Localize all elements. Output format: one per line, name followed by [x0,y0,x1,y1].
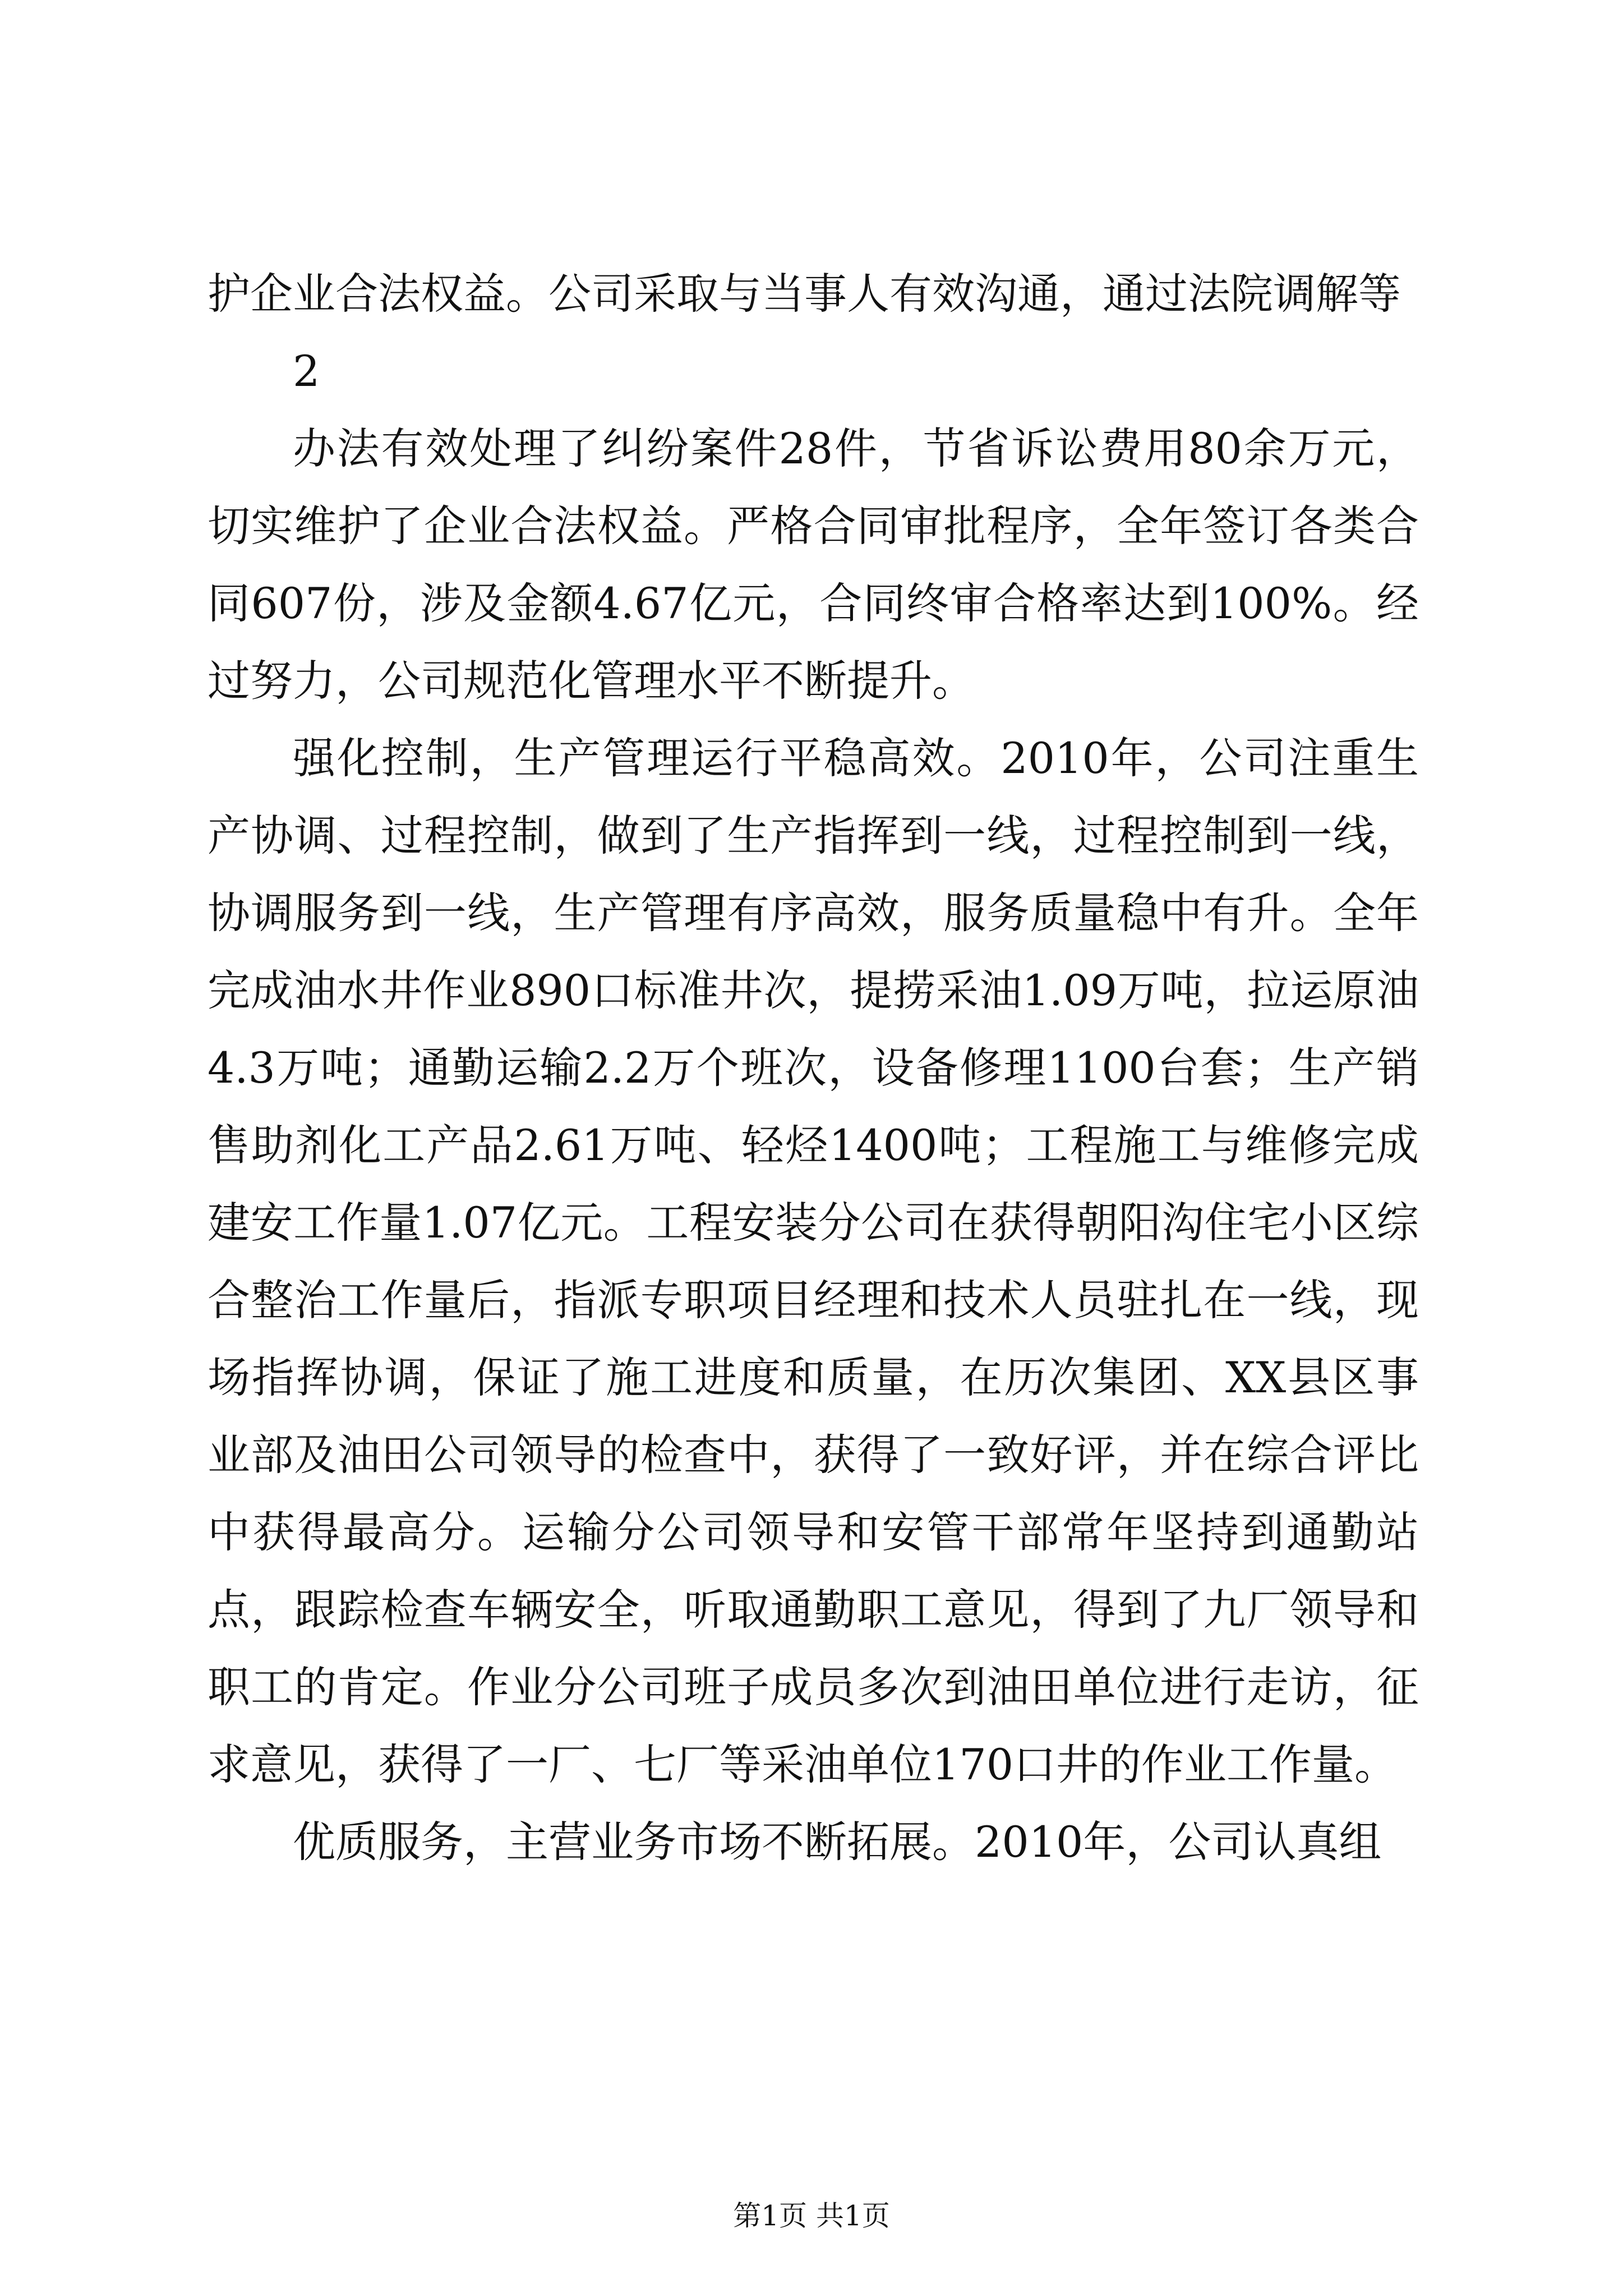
page-footer: 第1页 共1页 [733,2200,890,2232]
inline-page-number: 2 [293,346,320,396]
paragraph-continuation: 护企业合法权益。公司采取与当事人有效沟通，通过法院调解等 [208,269,1401,319]
paragraph-service: 优质服务，主营业务市场不断拓展。2010年，公司认真组 [293,1817,1382,1867]
paragraph-production: 强化控制，生产管理运行平稳高效。2010年，公司注重生产协调、过程控制，做到了生产指挥到一线，过程控制到一线，协调服务到一线，生产管理有序高效，服务质量稳中有升。全年完成油水井作业890口标准井次，提捞采油1.09万吨，拉运原油4.3万吨；通勤运输2.2万个班次，设备修理1100台套；生产销售助剂化工产品2.61万吨、轻烃1400吨；工程施工与维修完成建安工作量1.07亿元。工程安装分公司在获得朝阳沟住宅小区综合整治工作量后，指派专职项目经理和技术人员驻扎在一线，现场指挥协调，保证了施工进度和质量，在历次集团、XX县区事业部及油田公司领导的检查中，获得了一致好评，并在综合评比中获得最高分。运输分公司领导和安管干部常年坚持到通勤站点，跟踪检查车辆安全，听取通勤职工意见，得到了九厂领导和职工的肯定。作业分公司班子成员多次到油田单位进行走访，征求意见，获得了一厂、七厂等采油单位170口井的作业工作量。 [208,733,1419,1789]
document-body [208,255,1419,1881]
paragraph-legal: 办法有效处理了纠纷案件28件，节省诉讼费用80余万元，切实维护了企业合法权益。严格合同审批程序，全年签订各类合同607份，涉及金额4.67亿元，合同终审合格率达到100%。经过努力，公司规范化管理水平不断提升。 [208,424,1419,706]
